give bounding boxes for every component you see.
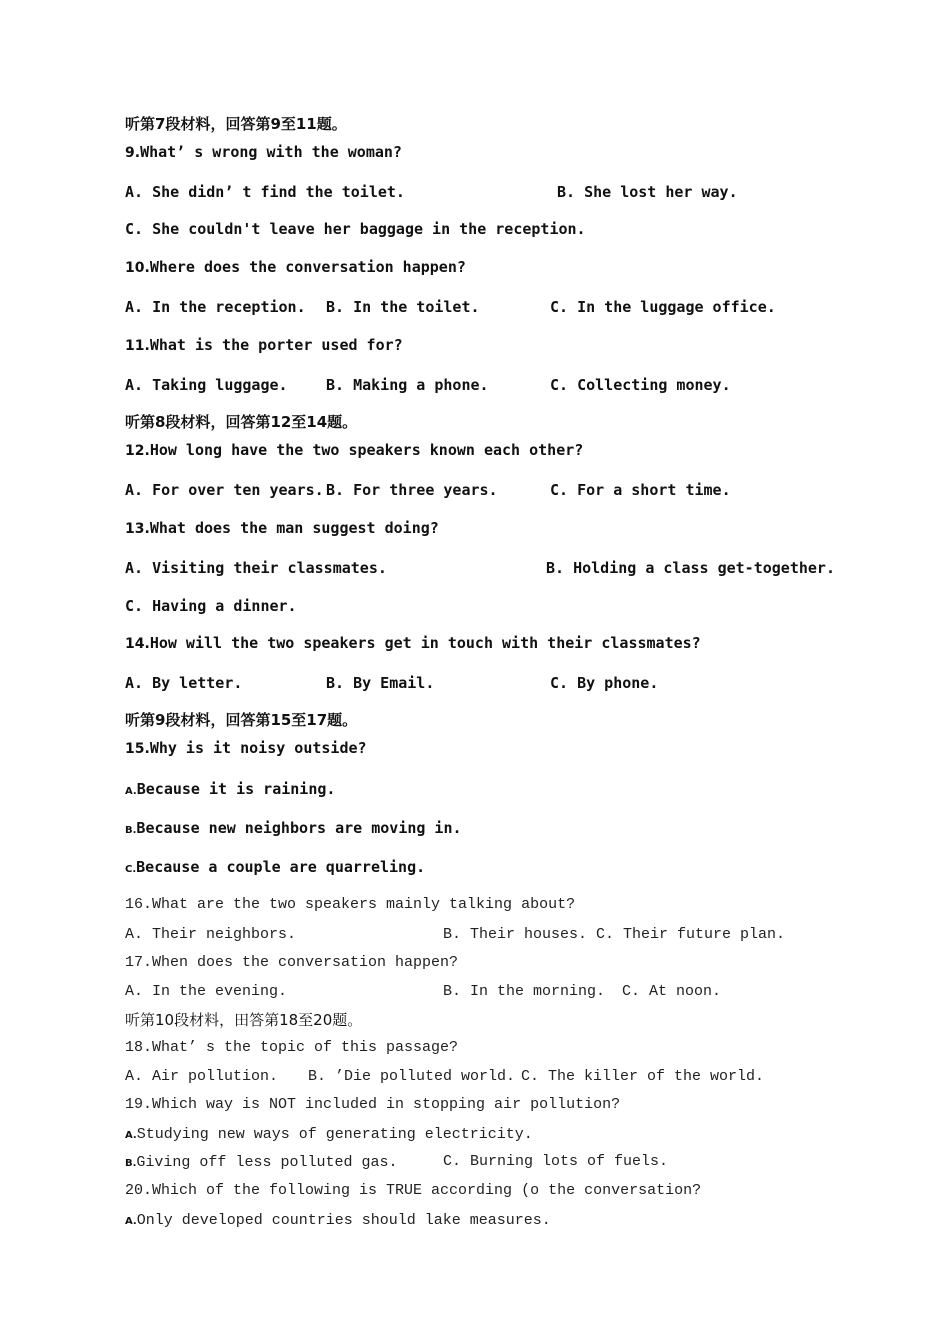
option-a: A. Taking luggage.	[125, 376, 288, 394]
option-b: B. By Email.	[326, 674, 435, 692]
option-letter: C.	[125, 864, 137, 875]
section-heading: 听第10段材料，田答第18至20题。	[125, 1011, 363, 1029]
option-b	[125, 1152, 397, 1174]
question-19: 19.Which way is NOT included in stopping air pollution?	[125, 1096, 621, 1113]
section-heading: 听第9段材料，回答第15至17题。	[125, 711, 358, 729]
option-a: A. Visiting their classmates.	[125, 559, 387, 577]
question-14	[125, 633, 701, 654]
question-number: 9.	[125, 145, 141, 161]
option-c: C. In the luggage office.	[550, 298, 776, 316]
question-15	[125, 738, 367, 759]
question-16: 16.What are the two speakers mainly talking about?	[125, 896, 576, 913]
option-a	[125, 1210, 551, 1232]
option-letter: B.	[125, 825, 137, 836]
question-text: Where does the conversation happen?	[149, 258, 466, 276]
question-number: 13.	[125, 521, 150, 537]
question-12	[125, 440, 583, 461]
question-9	[125, 142, 402, 163]
option-bc: B. Their houses. C. Their future plan.	[443, 926, 786, 943]
question-number: 11.	[125, 338, 150, 354]
option-c: C. The killer of the world.	[521, 1068, 765, 1085]
option-c: C. For a short time.	[550, 481, 731, 499]
option-text: Studying new ways of generating electricity.	[136, 1126, 533, 1143]
option-c: C. She couldn't leave her baggage in the reception.	[125, 220, 586, 238]
question-18: 18.What’ s the topic of this passage?	[125, 1039, 459, 1056]
option-b	[125, 818, 462, 841]
question-17: 17.When does the conversation happen?	[125, 954, 459, 971]
option-a: A. By letter.	[125, 674, 243, 692]
option-a: A. In the reception.	[125, 298, 306, 316]
option-c: C. By phone.	[550, 674, 659, 692]
option-b: B. ’Die polluted world.	[308, 1068, 516, 1085]
option-letter: A.	[125, 786, 137, 797]
option-b: B. In the morning.	[443, 983, 606, 1000]
option-a	[125, 779, 335, 802]
question-number: 10.	[125, 260, 150, 276]
option-c: C. Having a dinner.	[125, 597, 297, 615]
option-c: C. At noon.	[622, 983, 722, 1000]
question-text: How long have the two speakers known each other?	[149, 441, 584, 459]
option-text: Because a couple are quarreling.	[136, 858, 426, 876]
option-letter: A.	[125, 1216, 137, 1227]
option-text: Because new neighbors are moving in.	[136, 819, 462, 837]
option-a: A. She didn’ t find the toilet.	[125, 183, 405, 201]
option-letter: A.	[125, 1130, 137, 1141]
option-text: Only developed countries should lake measures.	[136, 1212, 551, 1229]
option-text: Giving off less polluted gas.	[136, 1154, 398, 1171]
question-13	[125, 518, 439, 539]
option-c: C. Burning lots of fuels.	[443, 1153, 669, 1170]
section-heading: 听第7段材料，回答第9至11题。	[125, 115, 347, 133]
question-text: What does the man suggest doing?	[149, 519, 439, 537]
option-b: B. Holding a class get-together.	[546, 559, 835, 577]
question-20: 20.Which of the following is TRUE according (o the conversation?	[125, 1182, 702, 1199]
question-text: How will the two speakers get in touch with their classmates?	[149, 634, 701, 652]
option-a: A. In the evening.	[125, 983, 288, 1000]
option-b: B. She lost her way.	[557, 183, 738, 201]
question-text: Why is it noisy outside?	[149, 739, 367, 757]
option-c: C. Collecting money.	[550, 376, 731, 394]
question-number: 14.	[125, 636, 150, 652]
question-10	[125, 257, 466, 278]
option-text: Because it is raining.	[136, 780, 336, 798]
section-heading: 听第8段材料，回答第12至14题。	[125, 413, 358, 431]
question-11	[125, 335, 403, 356]
option-a: A. For over ten years.	[125, 481, 324, 499]
option-c	[125, 857, 425, 880]
option-a	[125, 1124, 533, 1146]
question-number: 12.	[125, 443, 150, 459]
question-text: What’ s wrong with the woman?	[140, 143, 402, 161]
question-text: What is the porter used for?	[149, 336, 403, 354]
option-b: B. Making a phone.	[326, 376, 489, 394]
question-number: 15.	[125, 741, 150, 757]
option-letter: B.	[125, 1158, 137, 1169]
option-b: B. In the toilet.	[326, 298, 480, 316]
option-a: A. Air pollution.	[125, 1068, 279, 1085]
option-a: A. Their neighbors.	[125, 926, 297, 943]
option-b: B. For three years.	[326, 481, 498, 499]
